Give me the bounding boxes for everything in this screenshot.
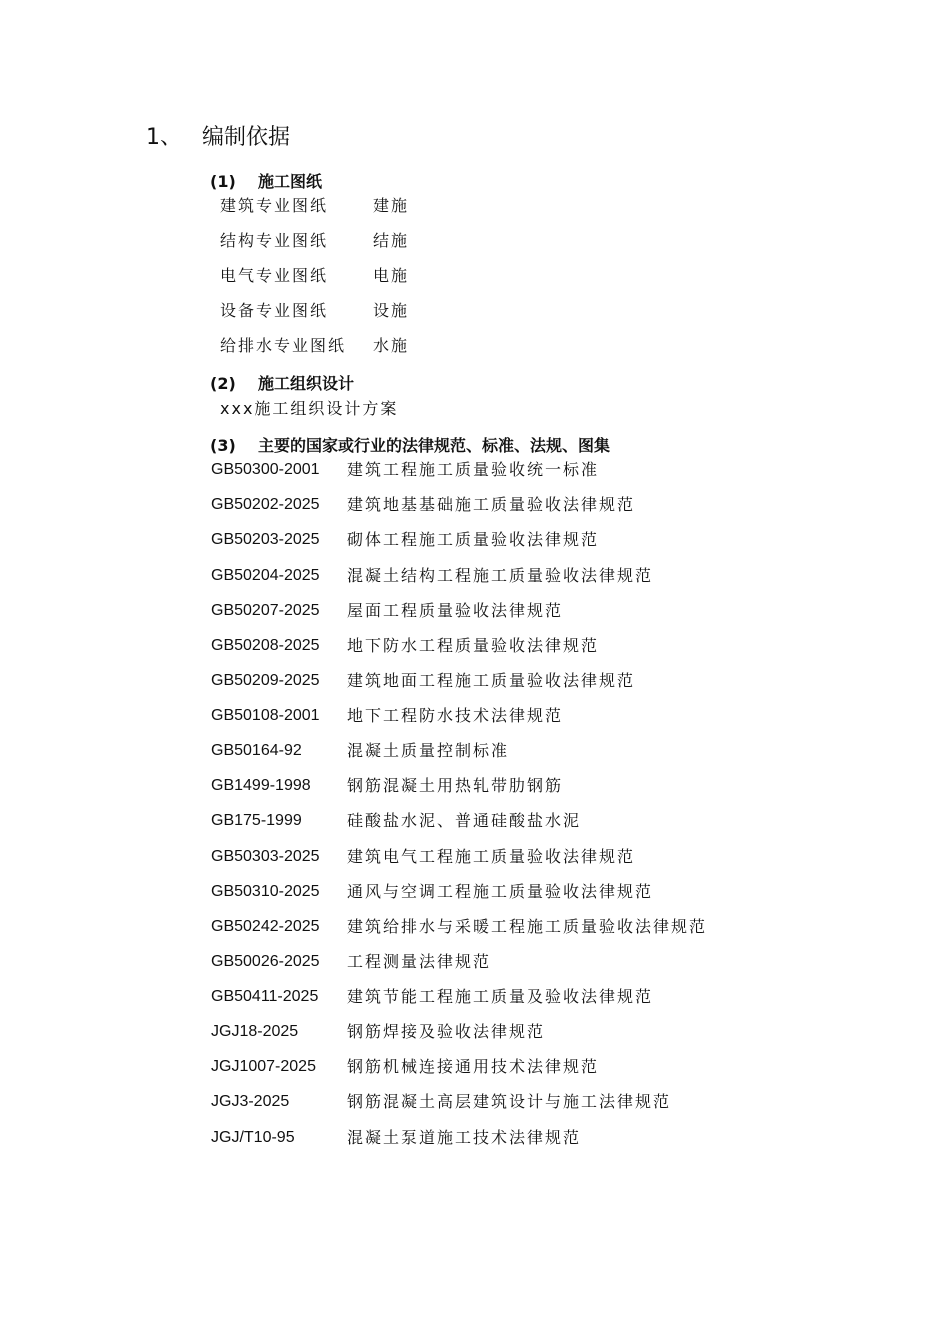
subsection-title: 主要的国家或行业的法律规范、标准、法规、图集 — [258, 436, 611, 455]
standard-title: 工程测量法律规范 — [347, 952, 492, 971]
standard-code: JGJ1007-2025 — [211, 1058, 316, 1075]
drawing-code: 建施 — [373, 196, 410, 215]
drawing-name: 给排水专业图纸 — [220, 336, 347, 355]
drawing-code: 结施 — [373, 231, 410, 250]
standard-code: GB50204-2025 — [211, 567, 320, 584]
subsection-title: 施工图纸 — [258, 172, 323, 191]
standard-title: 钢筋混凝土高层建筑设计与施工法律规范 — [347, 1092, 672, 1111]
subsection-title: 施工组织设计 — [258, 374, 355, 393]
section-title: 编制依据 — [202, 125, 291, 150]
standard-title: 混凝土质量控制标准 — [347, 741, 510, 760]
standard-code: GB50108-2001 — [211, 707, 320, 724]
standard-code: GB1499-1998 — [211, 777, 311, 794]
standard-title: 建筑工程施工质量验收统一标准 — [347, 460, 600, 479]
standard-title: 建筑地面工程施工质量验收法律规范 — [347, 671, 636, 690]
standard-title: 建筑电气工程施工质量验收法律规范 — [347, 847, 636, 866]
standard-title: 屋面工程质量验收法律规范 — [347, 601, 564, 620]
section-number: 1、 — [146, 125, 182, 150]
standard-title: 建筑给排水与采暖工程施工质量验收法律规范 — [347, 917, 708, 936]
standard-title: 硅酸盐水泥、普通硅酸盐水泥 — [347, 811, 582, 830]
standard-code: JGJ/T10-95 — [211, 1129, 295, 1146]
drawing-code: 电施 — [373, 266, 410, 285]
standard-title: 钢筋混凝土用热轧带肋钢筋 — [347, 776, 564, 795]
standard-title: 钢筋焊接及验收法律规范 — [347, 1022, 546, 1041]
section-heading — [146, 122, 290, 154]
drawing-name: 设备专业图纸 — [220, 301, 329, 320]
standard-code: GB50242-2025 — [211, 918, 320, 935]
standard-code: GB50303-2025 — [211, 848, 320, 865]
standard-code: GB50026-2025 — [211, 953, 320, 970]
standard-title: 建筑地基基础施工质量验收法律规范 — [347, 495, 636, 514]
drawing-name: 建筑专业图纸 — [220, 196, 329, 215]
standard-code: GB50202-2025 — [211, 496, 320, 513]
drawing-code: 设施 — [373, 301, 410, 320]
standard-code: GB50164-92 — [211, 742, 302, 759]
standard-code: JGJ18-2025 — [211, 1023, 299, 1040]
standard-code: GB50300-2001 — [211, 461, 320, 478]
standard-title: 建筑节能工程施工质量及验收法律规范 — [347, 987, 654, 1006]
subsection-standards-heading — [210, 435, 610, 457]
standard-title: 通风与空调工程施工质量验收法律规范 — [347, 882, 654, 901]
standard-code: GB50411-2025 — [211, 988, 319, 1005]
drawing-code: 水施 — [373, 336, 410, 355]
drawing-name: 结构专业图纸 — [220, 231, 329, 250]
standard-code: GB50207-2025 — [211, 602, 320, 619]
subsection-organization-heading — [210, 373, 354, 395]
standard-title: 砌体工程施工质量验收法律规范 — [347, 530, 600, 549]
subsection-drawings-heading — [210, 171, 322, 193]
standard-title: 钢筋机械连接通用技术法律规范 — [347, 1057, 600, 1076]
standard-title: 混凝土结构工程施工质量验收法律规范 — [347, 566, 654, 585]
organization-plan-text: xxx施工组织设计方案 — [220, 399, 399, 418]
standard-title: 地下防水工程质量验收法律规范 — [347, 636, 600, 655]
standard-code: GB50310-2025 — [211, 883, 320, 900]
standard-code: GB50209-2025 — [211, 672, 320, 689]
standard-code: GB175-1999 — [211, 812, 302, 829]
subsection-number: (2) — [210, 374, 236, 393]
standard-code: JGJ3-2025 — [211, 1093, 290, 1110]
standard-code: GB50208-2025 — [211, 637, 320, 654]
subsection-number: (3) — [210, 436, 236, 455]
standard-code: GB50203-2025 — [211, 531, 320, 548]
standard-title: 地下工程防水技术法律规范 — [347, 706, 564, 725]
drawing-name: 电气专业图纸 — [220, 266, 329, 285]
standard-title: 混凝土泵道施工技术法律规范 — [347, 1128, 582, 1147]
subsection-number: (1) — [210, 172, 236, 191]
